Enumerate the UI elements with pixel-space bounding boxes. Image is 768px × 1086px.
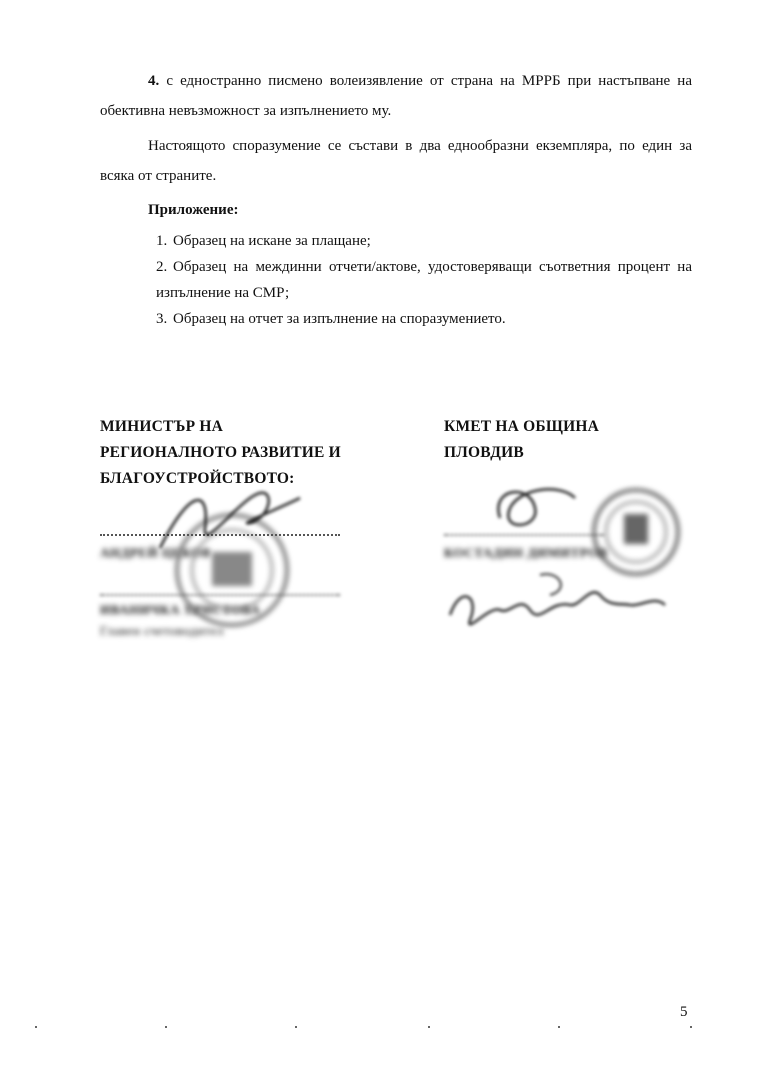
signatory-left-line: БЛАГОУСТРОЙСТВОТО: bbox=[100, 470, 295, 487]
annex-item bbox=[156, 228, 692, 254]
page-number: 5 bbox=[680, 1004, 688, 1020]
paragraph-copies bbox=[100, 131, 692, 191]
signatory-left-name: АНДРЕЙ ЦЕКОВ bbox=[100, 545, 212, 560]
scan-mark bbox=[690, 1026, 692, 1028]
copies-text: Настоящото споразумение се състави в два еднообразни екземпляра, по един за всяка от страните. bbox=[100, 138, 692, 184]
handwritten-signature-icon bbox=[440, 565, 680, 645]
annex-item-text: Образец на искане за плащане; bbox=[173, 233, 371, 249]
scan-mark bbox=[558, 1026, 560, 1028]
annex-item-text: Образец на отчет за изпълнение на споразумението. bbox=[173, 311, 506, 327]
signatory-left-line: МИНИСТЪР НА bbox=[100, 418, 223, 435]
annex-item-text: Образец на междинни отчети/актове, удостоверяващи съответния процент на изпълнение на СМР; bbox=[156, 259, 692, 301]
scan-mark bbox=[165, 1026, 167, 1028]
accountant-role: Главен счетоводител bbox=[100, 623, 224, 638]
accountant-name: ИВАНИЧКА ХРИСТОВА bbox=[100, 602, 261, 617]
annex-item-number: 1. bbox=[156, 233, 168, 249]
scan-mark bbox=[35, 1026, 37, 1028]
annex-list bbox=[156, 228, 692, 332]
annex-item bbox=[156, 306, 692, 332]
scan-mark bbox=[295, 1026, 297, 1028]
annex-item-number: 2. bbox=[156, 259, 168, 275]
signature-right-icon bbox=[480, 478, 590, 538]
signatory-left-line: РЕГИОНАЛНОТО РАЗВИТИЕ И bbox=[100, 444, 341, 461]
paragraph-item-4 bbox=[100, 66, 692, 126]
scan-mark bbox=[428, 1026, 430, 1028]
item-4-number: 4. bbox=[148, 73, 160, 89]
signatory-right-line: ПЛОВДИВ bbox=[444, 444, 524, 461]
annex-item bbox=[156, 254, 692, 306]
item-4-text: с едностранно писмено волеизявление от страна на МРРБ при настъпване на обективна невъзможност за изпълнението му. bbox=[100, 73, 692, 119]
annex-item-number: 3. bbox=[156, 311, 168, 327]
annex-title: Приложение: bbox=[148, 202, 239, 218]
signatory-right-name: КОСТАДИН ДИМИТРОВ bbox=[444, 545, 608, 560]
signature-left-icon bbox=[150, 478, 310, 568]
signatory-right-title bbox=[444, 414, 599, 466]
signatory-right-line: КМЕТ НА ОБЩИНА bbox=[444, 418, 599, 435]
